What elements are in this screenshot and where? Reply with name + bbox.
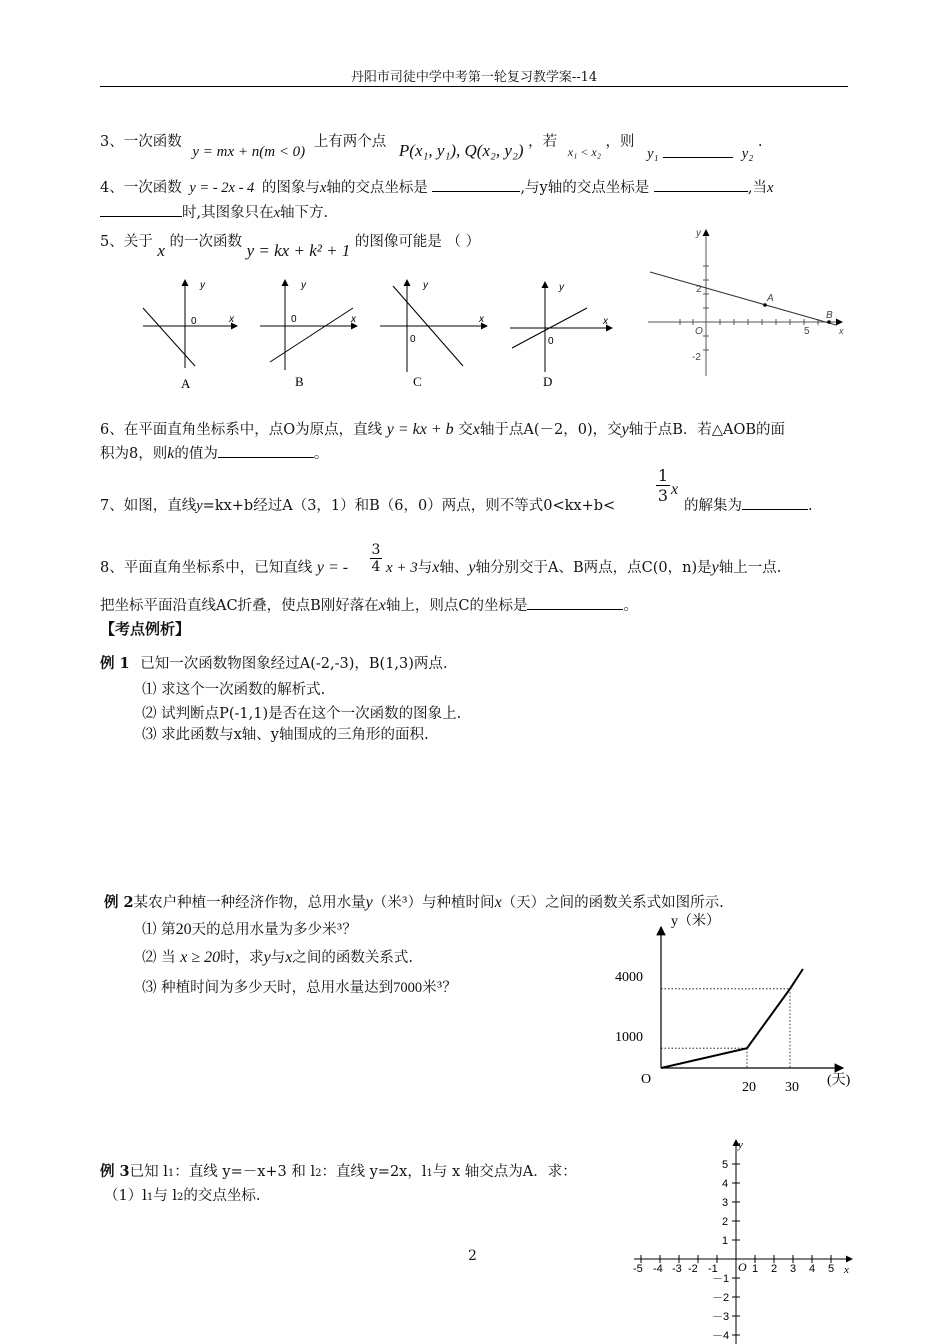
ex2-origin: O [641,1072,652,1087]
ex2-item2-cond: x ≥ 20 [180,949,221,966]
option-d-origin: 0 [548,336,554,347]
q5-option-graphs [125,270,630,395]
ex2-xtick-30: 30 [785,1080,799,1095]
ex3-ytick: －4 [712,1330,730,1342]
ex3-item-1 [104,1184,260,1205]
q8-frac-den: 4 [371,559,381,575]
q7-text1: 7、如图，直线 [100,498,197,514]
q6-answer-blank[interactable] [218,445,314,458]
ex2-item2-d: 之间的函数关系式. [292,950,413,966]
question-6 [100,418,785,439]
q6-text-b: 交 [458,422,473,438]
ex2-item1-a: ⑴ 第 [142,922,176,938]
q7-tail [684,494,813,515]
ex3-ytick: －2 [712,1292,730,1304]
option-a-line [143,308,195,366]
option-b-origin: 0 [291,314,297,325]
ex3-xtick: -1 [708,1263,718,1275]
ex1-label: 例 1 [100,655,130,672]
q3-y1: y₁ [647,146,659,162]
question-4 [100,176,773,197]
q8-y2: y [711,559,719,576]
q4-blank-3[interactable] [100,204,182,217]
q8-text5: 轴上一点. [718,560,782,576]
ex3-item-sub2: 2 [177,1192,184,1203]
ex1-stem: 已知一次函数物图象经过A(-2,-3)，B(1,3)两点. [140,656,448,672]
ex1-item-2: ⑵ 试判断点P(-1,1)是否在这个一次函数的图象上. [142,706,462,722]
option-c-x-label: x [479,314,484,325]
q8-text7: 轴上，则点C的坐标是 [385,598,528,614]
q6-formula: y = kx + b [386,421,454,438]
q4-blank-2[interactable] [654,179,748,192]
q8-fraction [370,542,382,575]
q4-text3: ,与y轴的交点坐标是 [520,180,650,196]
ex3-sub1: 1 [167,1168,175,1179]
ex2-stem-a: 某农户种植一种经济作物，总用水量 [133,895,366,911]
option-b-y-label: y [301,280,306,291]
q3-ruo: ，若 [528,134,558,150]
q8-text6: 把坐标平面沿直线AC折叠，使点B刚好落在 [100,598,379,614]
q4-text1: 的图象与 [261,180,320,196]
ex3-xtick: -5 [633,1263,643,1275]
ex2-item-2 [142,946,413,967]
q8-text2: 与 [417,560,433,576]
q5-text2: 的图像可能是 （ ） [354,234,481,250]
q8-tail: x + 3 [386,560,418,576]
q7-label-b: B [826,310,833,321]
ex3-label: 例 3 [100,1163,130,1180]
q8-x: x [432,559,440,576]
ex2-chart [605,905,870,1100]
ex3-stem-b: ：直线 y=－x+3 和 l [174,1164,316,1180]
q3-mid: 上有两个点 [313,134,387,150]
q6-text-d: 轴于点B．若△AOB的面 [628,422,786,438]
ex3-ytick: 2 [722,1216,729,1228]
question-8-rest [386,556,781,577]
q3-condition: x₁ < x₂ [567,145,601,159]
ex2-item2-y: y [263,949,271,966]
ex3-stem-c: ：直线 y=2x，l [321,1164,427,1180]
ex2-stem-b: （米³）与种植时间 [372,895,495,911]
q7-text2: =kx+b经过A（3，1）和B（6，0）两点，则不等式0<kx+b< [202,498,616,514]
q3-points: P(x₁, y₁), Q(x₂, y₂) [398,141,524,160]
q7-text3: 的解集为 [684,498,742,514]
q8-frac-num: 3 [371,542,381,558]
q6-text-a: 6、在平面直角坐标系中，点O为原点，直线 [100,422,383,438]
option-b-graph[interactable] [260,280,357,389]
ex2-item2-c: 与 [270,950,286,966]
q7-tick-neg2: -2 [692,352,701,363]
q7-y-label: y [696,228,701,239]
option-c-y-label: y [423,280,428,291]
q7-x-wrap [671,479,678,499]
q3-ze: ，则 [605,134,635,150]
ex3-item-c: 的交点坐标. [183,1188,261,1204]
ex2-item2-x: x [285,949,293,966]
q7-origin: O [695,326,703,337]
ex2-item-1 [142,918,357,939]
question-7 [100,494,615,515]
q5-text1: 的一次函数 [169,234,242,250]
option-b-x-label: x [351,314,356,325]
q7-answer-blank[interactable] [742,497,808,510]
section-title: 【考点例析】 [100,620,191,638]
ex3-ytick: 3 [722,1197,729,1209]
ex2-ytick-1000: 1000 [615,1030,643,1045]
ex3-origin: O [738,1260,747,1274]
q7-tick-2: 2 [696,284,702,295]
q7-x-label: x [839,326,844,336]
ex3-ytick: 4 [722,1178,729,1190]
ex2-label: 例 2 [104,894,134,911]
q7-figure [640,222,850,384]
q5-x: x [157,241,165,260]
ex3-item-sub1: 1 [146,1192,154,1203]
ex2-item3-b: 米³？ [422,980,457,996]
question-6-line-2 [100,442,328,463]
q4-text6: 轴下方. [280,205,329,221]
ex1-item-3: ⑶ 求此函数与x轴、y轴围成的三角形的面积. [142,727,429,743]
ex2-item-3 [142,976,457,997]
ex2-item2-b: 时，求 [220,950,264,966]
ex3-xtick: 1 [752,1263,759,1275]
ex3-stem-a: 已知 l [129,1164,168,1180]
ex3-coordinate-grid [628,1134,858,1344]
q8-text3: 轴、 [439,560,469,576]
q4-blank-1[interactable] [432,179,520,192]
ex3-y-label: y [738,1139,743,1151]
q7-tick-5: 5 [804,326,810,337]
q7-y: y [196,498,203,514]
q4-x1: x [319,180,327,196]
q3-formula: y = mx + n(m < 0) [192,144,306,160]
q4-formula: y = - 2x - 4 [189,180,255,196]
q7-line [650,272,836,325]
q3-y2: y₂ [741,146,754,162]
option-a-y-label: y [200,280,205,291]
q6-text-e: 积为8，则 [100,446,168,462]
ex2-y-label: y（米） [671,914,720,929]
question-4-line-2 [100,201,328,222]
ex2-item2-a: ⑵ 当 [142,950,176,966]
q8-x2: x [378,597,386,614]
option-c-graph[interactable] [380,280,487,389]
ex3-item-b: 与 l [153,1188,177,1204]
q5-formula: y = kx + k² + 1 [246,241,351,260]
q4-x3: x [273,205,281,221]
option-a-label: A [181,376,191,391]
q6-text-g: 。 [313,446,329,462]
option-a-origin: 0 [191,316,197,327]
ex3-xtick: 5 [828,1263,835,1275]
ex2-item3-num: 7000 [393,980,423,996]
ex2-item3-a: ⑶ 种植时间为多少天时，总用水量达到 [142,980,394,996]
option-d-label: D [543,374,553,389]
q7-x: x [671,481,679,498]
q4-x2: x [766,180,774,196]
q7-frac-num: 1 [657,466,669,485]
ex3-xtick: 3 [790,1263,797,1275]
ex2-x-label: (天) [827,1073,851,1088]
ex2-ytick-4000: 4000 [615,970,643,985]
ex2-item1-b: 天的总用水量为多少米³？ [191,922,357,938]
ex2-stem-c: （天）之间的函数关系式如图所示. [501,895,724,911]
q4-text5: 时,其图象只在 [182,205,274,221]
ex3-sub2: 2 [315,1168,322,1179]
ex3-xtick: 2 [771,1263,778,1275]
question-8-line-2 [100,594,638,615]
q7-end: . [808,498,813,514]
ex3-xtick: -3 [672,1263,682,1275]
ex3-xtick: -4 [653,1263,663,1275]
ex3-ytick: －3 [712,1311,730,1323]
q6-x: x [472,421,480,438]
ex3-ytick: 5 [722,1159,729,1171]
q3-prefix: 3、一次函数 [100,134,182,150]
q6-text-f: 的值为 [174,446,218,462]
q6-k: k [167,445,175,462]
ex3-item-a: （1）l [104,1188,147,1204]
q8-text1: 8、平面直角坐标系中，已知直线 [100,560,313,576]
ex3-ytick: －1 [712,1273,730,1285]
option-d-x-label: x [603,316,608,327]
q7-fraction [656,466,670,505]
option-b-line [270,308,353,362]
q8-y-eq: y = - [316,559,349,576]
ex1-item-1: ⑴ 求这个一次函数的解析式. [142,682,326,698]
option-a-x-label: x [229,314,234,325]
q6-text-c: 轴于点A(－2，0)，交 [479,422,622,438]
q8-y: y [468,559,476,576]
option-a-graph[interactable] [143,280,237,391]
q8-answer-blank[interactable] [527,597,623,610]
q4-text2: 轴的交点坐标是 [326,180,428,196]
ex2-xtick-20: 20 [742,1080,756,1095]
ex3-sub3: 1 [426,1168,433,1179]
question-3 [100,130,763,162]
q8-text4: 轴分别交于A、B两点，点C(0，n)是 [475,560,712,576]
page-header: 丹阳市司徒中学中考第一轮复习教学案--14 [350,70,598,85]
ex2-x: x [494,894,502,911]
q5-prefix: 5、关于 [100,234,153,250]
q7-frac-den: 3 [657,486,669,505]
ex3-x-label: x [844,1264,849,1276]
header-rule [100,86,848,87]
q6-y: y [621,421,629,438]
example-3 [100,1160,577,1181]
example-1 [100,652,448,673]
ex2-item1-num: 20 [175,921,192,938]
q4-prefix: 4、一次函数 [100,180,182,196]
ex3-xtick: 4 [809,1263,816,1275]
question-8 [100,556,348,577]
option-d-y-label: y [559,282,564,293]
option-b-label: B [295,374,304,389]
ex3-xtick: -2 [688,1263,698,1275]
ex2-series-line [661,969,803,1068]
page-number: 2 [468,1248,477,1264]
q3-answer-blank[interactable] [663,145,733,158]
q8-text8: 。 [623,598,638,614]
ex3-ytick: 1 [722,1235,729,1247]
ex3-stem-d: 与 x 轴交点为A．求： [432,1164,577,1180]
option-c-label: C [413,374,422,389]
option-c-origin: 0 [410,334,416,345]
q3-end: . [757,134,763,150]
q7-label-a: A [767,293,774,304]
option-d-graph[interactable] [510,282,612,389]
ex2-y: y [365,894,373,911]
question-5 [100,230,481,260]
q4-text4: ,当 [747,180,767,196]
